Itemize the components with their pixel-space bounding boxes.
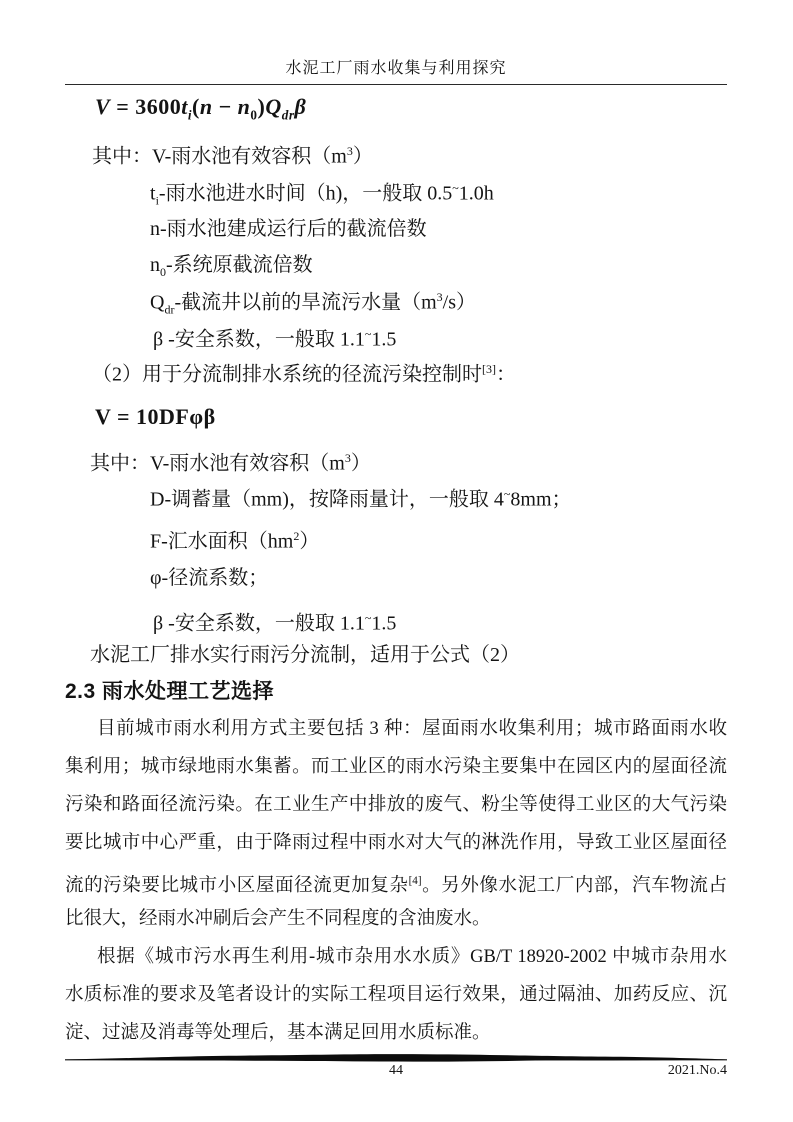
text-segment: dr	[164, 302, 175, 317]
issue-label: 2021.No.4	[667, 1063, 727, 1078]
text-segment: -系统原截流倍数	[166, 254, 313, 276]
para2-line-1	[65, 938, 727, 976]
text-segment: β -安全系数，一般取 1.1	[153, 328, 365, 351]
text-segment: ~	[364, 611, 372, 625]
para1-line-2	[65, 748, 727, 786]
text-segment: t	[150, 182, 156, 205]
where2-line-f	[150, 530, 319, 552]
text-segment: F-汇水面积（hm	[150, 530, 294, 553]
text-segment: V	[95, 94, 111, 119]
text-segment: /s）	[442, 291, 477, 314]
text-segment: Q	[150, 291, 165, 314]
text-segment: 比很大，经雨水冲刷后会产生不同程度的含油废水。	[65, 909, 491, 929]
formula-2	[95, 404, 216, 430]
note-line	[90, 645, 520, 665]
paragraph-1	[65, 710, 727, 938]
text-segment: dr	[281, 107, 295, 123]
text-segment: )	[257, 94, 266, 119]
para1-line-5	[65, 862, 727, 900]
text-segment: 污染和路面径流污染。在工业生产中排放的废气、粉尘等使得工业区的大气污染	[65, 795, 727, 815]
paragraph-2	[65, 938, 727, 1052]
text-segment: = 3600	[110, 94, 182, 119]
text-segment: （2）用于分流制排水系统的径流污染控制时	[92, 363, 482, 386]
where2-line-beta	[153, 612, 396, 634]
where1-line-v	[92, 145, 373, 167]
text-segment: Q	[265, 94, 282, 119]
para2-line-2	[65, 976, 727, 1014]
where2-line-d	[150, 488, 572, 510]
text-segment: 根据《城市污水再生利用-城市杂用水水质》GB/T 18920-2002 中城市杂用水	[97, 947, 727, 967]
text-segment: 0	[250, 107, 258, 123]
text-segment: 流的污染要比城市小区屋面径流更加复杂	[65, 876, 409, 897]
header-rule	[65, 84, 727, 85]
text-segment: 3	[346, 144, 353, 158]
text-segment: n-雨水池建成运行后的截流倍数	[150, 218, 427, 240]
where2-line-v	[90, 452, 371, 474]
text-segment: V = 10DFφβ	[95, 404, 216, 429]
text-segment: ）	[299, 530, 320, 553]
where1-line-beta	[153, 328, 396, 350]
para1-line-3	[65, 786, 727, 824]
where1-line-n0	[150, 255, 313, 278]
text-segment: 。另外像水泥工厂内部，汽车物流占	[421, 876, 727, 897]
text-segment: ：	[496, 363, 516, 386]
footer-rule-shape	[65, 1053, 727, 1063]
text-segment: β -安全系数，一般取 1.1	[153, 612, 365, 635]
text-segment: 淀、过滤及消毒等处理后，基本满足回用水质标准。	[65, 1023, 491, 1043]
text-segment: 1.0h	[458, 182, 494, 205]
text-segment: (	[192, 94, 200, 119]
text-segment: [4]	[408, 875, 422, 887]
text-segment: [3]	[482, 362, 496, 376]
text-segment: 水泥工厂排水实行雨污分流制，适用于公式（2）	[90, 644, 520, 666]
text-segment: 2	[293, 529, 300, 543]
text-segment: n	[237, 94, 251, 119]
text-segment: -雨水池进水时间（h)，一般取 0.5	[158, 182, 453, 205]
text-segment: ）	[350, 452, 371, 475]
para1-line-6	[65, 900, 727, 938]
para1-line-1	[65, 710, 727, 748]
text-segment: D-调蓄量（mm)，按降雨量计，一般取 4	[150, 488, 504, 511]
text-segment: β	[294, 94, 307, 119]
section-heading: 2.3 雨水处理工艺选择	[65, 680, 275, 703]
where2-line-phi	[150, 568, 268, 588]
text-segment: i	[187, 107, 193, 123]
text-segment: ~	[364, 327, 372, 341]
text-segment: i	[155, 193, 159, 208]
text-segment: 1.5	[371, 328, 397, 351]
text-segment: t	[181, 94, 188, 119]
case-2-line	[92, 363, 516, 385]
text-segment: ）	[352, 145, 373, 168]
text-segment: 0	[160, 265, 166, 279]
where1-line-qdr	[150, 291, 476, 316]
text-segment: ~	[452, 181, 459, 195]
text-segment: −	[212, 94, 238, 119]
header-title: 水泥工厂雨水收集与利用探究	[285, 60, 507, 77]
footer-rule	[65, 1050, 727, 1060]
text-segment: 其中：V-雨水池有效容积（m	[90, 452, 345, 475]
page-number: 44	[389, 1063, 403, 1078]
text-segment: φ-径流系数；	[150, 567, 269, 589]
text-segment: n	[199, 94, 213, 119]
text-segment: 集利用；城市绿地雨水集蓄。而工业区的雨水污染主要集中在园区内的屋面径流	[65, 757, 727, 777]
text-segment: -截流井以前的旱流污水量（m	[174, 291, 437, 314]
text-segment: 1.5	[371, 612, 397, 635]
text-segment: ~	[503, 487, 511, 501]
text-segment: 水质标准的要求及笔者设计的实际工程项目运行效果，通过隔油、加药反应、沉	[65, 985, 727, 1005]
text-segment: 3	[344, 451, 351, 465]
text-segment: 8mm；	[510, 488, 572, 511]
para1-line-4	[65, 824, 727, 862]
text-segment: 其中：V-雨水池有效容积（m	[92, 145, 347, 168]
para2-line-3	[65, 1014, 727, 1052]
formula-1	[95, 94, 306, 123]
where1-line-n	[150, 219, 427, 239]
text-segment: 要比城市中心严重，由于降雨过程中雨水对大气的淋洗作用，导致工业区屋面径	[65, 833, 727, 853]
text-segment: n	[150, 254, 160, 276]
where1-line-ti	[150, 182, 494, 207]
text-segment: 目前城市雨水利用方式主要包括 3 种：屋面雨水收集利用；城市路面雨水收	[97, 719, 727, 739]
text-segment: 3	[436, 290, 443, 304]
